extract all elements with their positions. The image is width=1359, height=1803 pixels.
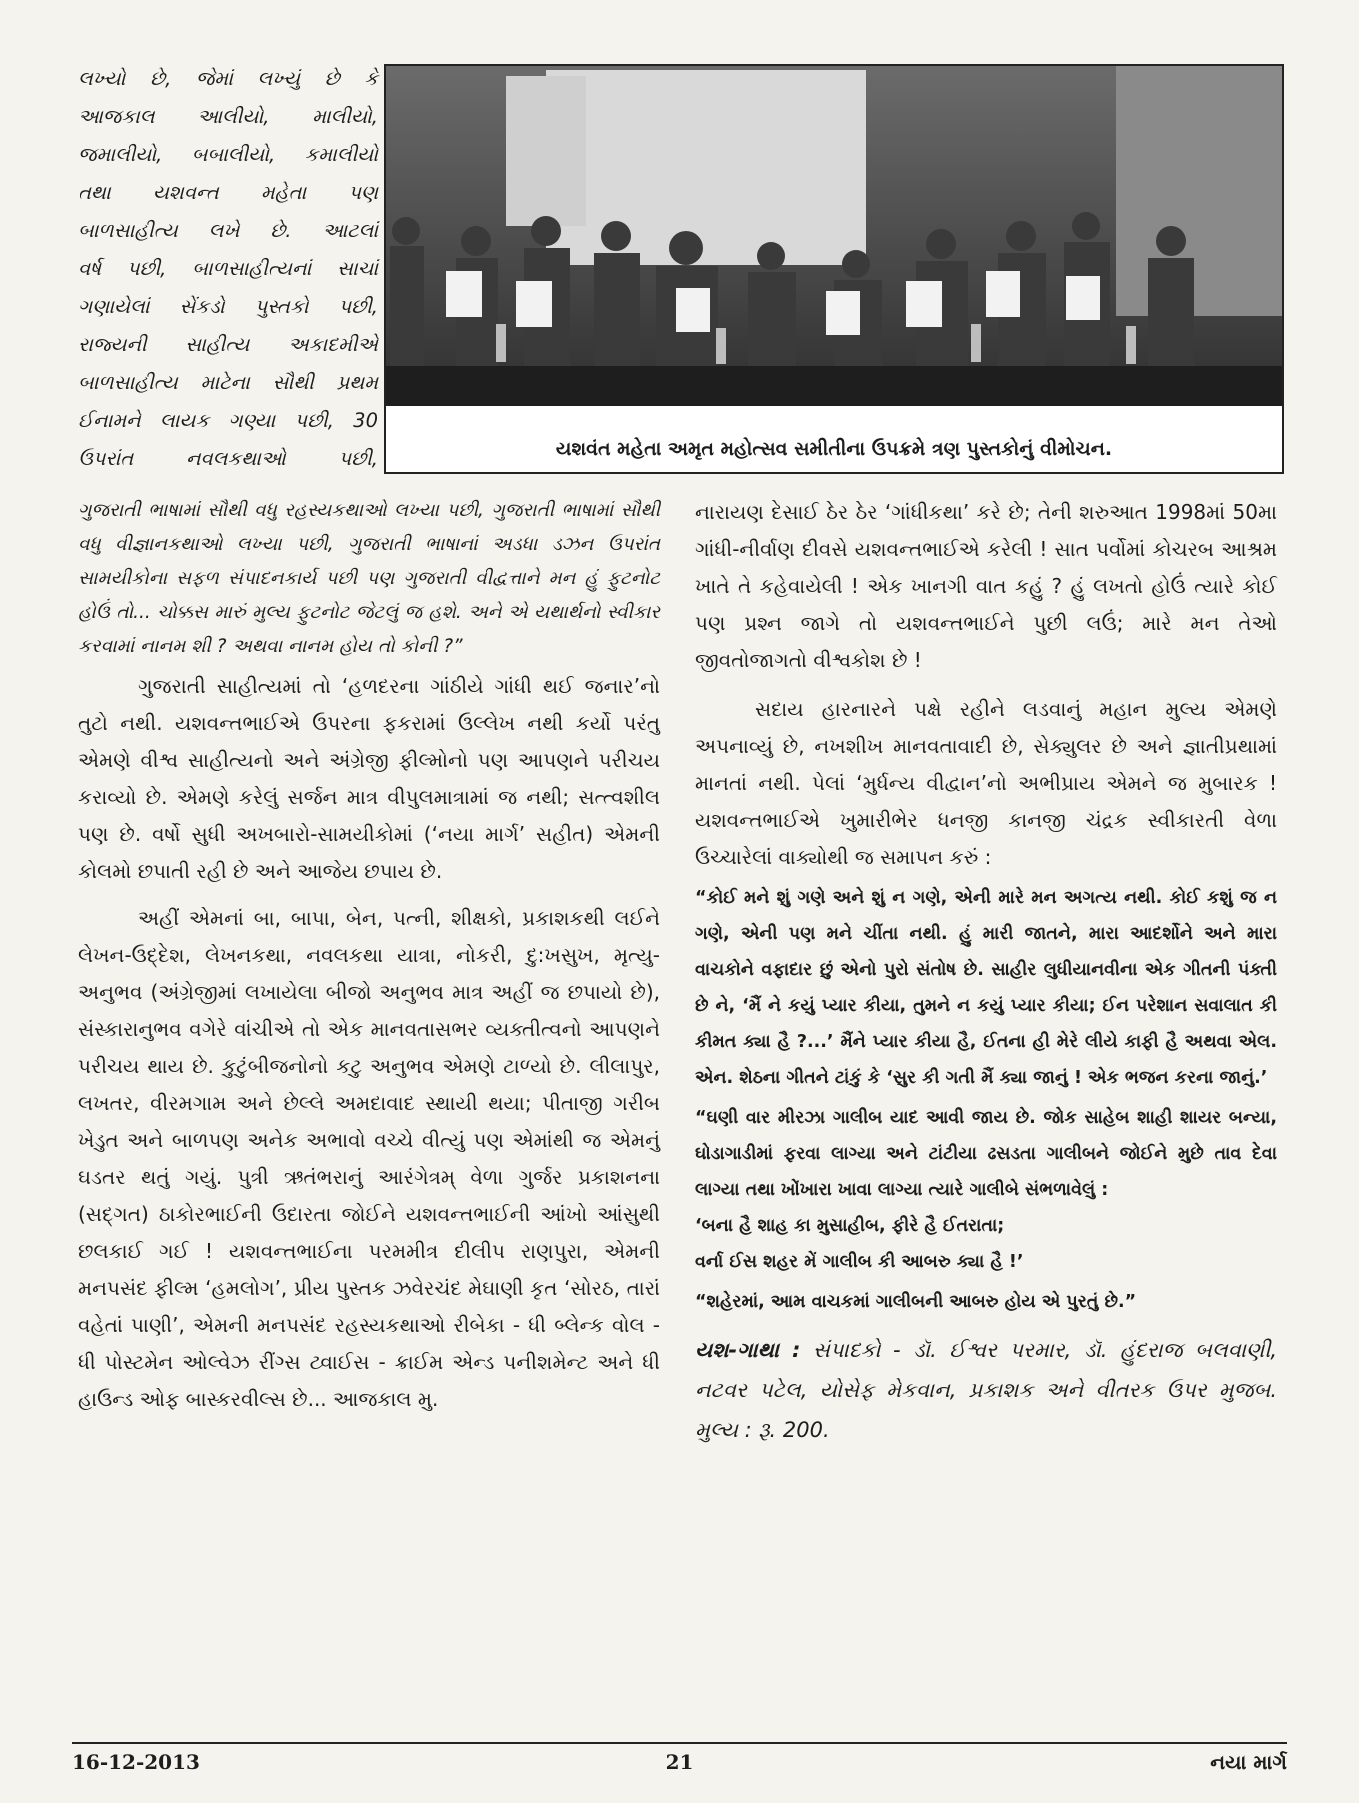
text-line: બાળસાહીત્ય માટેના સૌથી પ્રથમ	[78, 371, 378, 394]
right-column	[695, 494, 1277, 1450]
event-photo	[384, 64, 1284, 474]
text-line: વર્ષ પછી, બાળસાહીત્યનાં સાચાં	[78, 257, 378, 280]
page-footer	[72, 1750, 1287, 1780]
body-paragraph: અહીં એમનાં બા, બાપા, બેન, પત્ની, શીક્ષકો, પ્રકાશકથી લઈને લેખન-ઉદ્દેશ, લેખનકથા, નવલકથા યાત્રા, નોકરી, દુ:ખસુખ, મૃત્યુ-અનુભવ (અંગ્રેજીમાં લખાયેલા બીજો અનુભવ માત્ર અહીં જ છપાયો છે), સંસ્કારાનુભવ વગેરે વાંચીએ તો એક માનવતાસભર વ્યક્તીત્વનો આપણને પરીચય થાય છે. કુટુંબીજનોનો કટુ અનુભવ એમણે ટાળ્યો છે. લીલાપુર, લખતર, વીરમગામ અને છેલ્લે અમદાવાદ સ્થાયી થયા; પીતાજી ગરીબ ખેડુત અને બાળપણ અનેક અભાવો વચ્ચે વીત્યું પણ એમાંથી જ એમનું ઘડતર થતું ગયું. પુત્રી ઋતંભરાનું આરંગેત્રમ્ વેળા ગુર્જર પ્રકાશનના (સદ્ગત) ઠાકોરભાઈની ઉદારતા જોઈને યશવન્તભાઈની આંખો આંસુથી છલકાઈ ગઈ ! યશવન્તભાઈના પરમમીત્ર દીલીપ રાણપુરા, એમની મનપસંદ ફીલ્મ ‘હમલોગ’, પ્રીય પુસ્તક ઝવેરચંદ મેઘાણી કૃત ‘સોરઠ, તારાં વહેતાં પાણી’, એમની મનપસંદ રહસ્યકથાઓ રીબેકા - ધી બ્લેન્ક વોલ - ધી પોસ્ટમેન ઓલ્વેઝ રીંગ્સ ટ્વાઈસ - ક્રાઈમ એન્ડ પનીશમેન્ટ અને ધી હાઉન્ડ ઓફ બાસ્કરવીલ્સ છે... આજકાલ મુ.	[78, 906, 660, 1411]
text-line: ગણાયેલાં સેંકડો પુસ્તકો પછી,	[78, 295, 378, 318]
credit-text: સંપાદકો - ડૉ. ઈશ્વર પરમાર, ડૉ. હુંદરાજ બલવાણી, નટવર પટેલ, યોસેફ મેકવાન, પ્રકાશક અને વીતરક ઉપર મુજબ. મુલ્ય : રૂ. 200.	[695, 1338, 1277, 1442]
credit-label: યશ-ગાથા :	[695, 1338, 801, 1362]
book-credit	[695, 1330, 1277, 1450]
verse-line: વર્ના ઈસ શહર મેં ગાલીબ કી આબરુ ક્યા હૈ !’	[695, 1252, 1024, 1272]
verse-line: ‘બના હૈ શાહ કા મુસાહીબ, ફીરે હૈ ઈતરાતા;	[695, 1216, 1005, 1236]
left-column	[78, 494, 660, 1418]
body-paragraph: સદાય હારનારને પક્ષે રહીને લડવાનું મહાન મુલ્ય એમણે અપનાવ્યું છે, નખશીખ માનવતાવાદી છે, સેક્યુલર છે અને જ્ઞાતીપ્રથામાં માનતાં નથી. પેલાં ‘મુર્ધન્ય વીદ્વાન’નો અભીપ્રાય એમને જ મુબારક ! યશવન્તભાઈએ ખુમારીભેર ધનજી કાનજી ચંદ્રક સ્વીકારતી વેળા ઉચ્ચારેલાં વાક્યોથી જ સમાપન કરું :	[695, 697, 1277, 869]
quote-paragraph: “ઘણી વાર મીરઝા ગાલીબ યાદ આવી જાય છે. જોક સાહેબ શાહી શાયર બન્યા, ઘોડાગાડીમાં ફરવા લાગ્યા અને ટાંટીયા ઢસડતા ગાલીબને જોઈને મુછે તાવ દેવા લાગ્યા તથા ખોંખારા ખાવા લાગ્યા ત્યારે ગાલીબે સંભળાવેલું :	[695, 1108, 1277, 1200]
text-line: રાજ્યની સાહીત્ય અકાદમીએ	[78, 333, 378, 356]
photo-caption: યશવંત મહેતા અમૃત મહોત્સવ સમીતીના ઉપક્રમે ત્રણ પુસ્તકોનું વીમોચન.	[555, 438, 1113, 460]
issue-date: 16-12-2013	[72, 1750, 200, 1774]
quote-paragraph: “શહેરમાં, આમ વાચકમાં ગાલીબની આબરુ હોય એ પુરતું છે.”	[695, 1292, 1137, 1312]
quote-paragraph: “કોઈ મને શું ગણે અને શું ન ગણે, એની મારે મન અગત્ય નથી. કોઈ કશું જ ન ગણે, એની પણ મને ચીંતા નથી. હું મારી જાતને, મારા આદર્શોને અને મારા વાચકોને વફાદાર છું એનો પુરો સંતોષ છે. સાહીર લુધીયાનવીના એક ગીતની પંક્તી છે ને, ‘મૈં ને કયું પ્યાર કીયા, તુમને ન કયું પ્યાર કીયા; ઈન પરેશાન સવાલાત કી કીમત ક્યા હૈ ?...’ મૈંને પ્યાર કીયા હૈ, ઈતના હી મેરે લીયે કાફી હૈ અથવા એલ. એન. શેઠના ગીતને ટાંકું કે ‘સુર કી ગતી મૈં ક્યા જાનું ! એક ભજન કરના જાનું.’	[695, 888, 1277, 1088]
text-line: ઈનામને લાયક ગણ્યા પછી, 30	[78, 409, 378, 432]
text-line: લખ્યો છે, જેમાં લખ્યું છે કે	[78, 67, 378, 90]
top-left-text	[78, 60, 378, 478]
body-paragraph: નારાયણ દેસાઈ ઠેર ઠેર ‘ગાંધીકથા’ કરે છે; તેની શરુઆત 1998માં 50મા ગાંધી-નીર્વાણ દીવસે યશવન્તભાઈએ કરેલી ! સાત પર્વોમાં કોચરબ આશ્રમ ખાતે તે કહેવાયેલી ! એક ખાનગી વાત કહું ? હું લખતો હોઉં ત્યારે કોઈ પણ પ્રશ્ન જાગે તો યશવન્તભાઈને પુછી લઉં; મારે મન તેઓ જીવતોજાગતો વીશ્વકોશ છે !	[695, 500, 1277, 672]
text-line: બાળસાહીત્ય લખે છે. આટલાં	[78, 219, 378, 242]
text-line: ઉપરાંત નવલકથાઓ પછી,	[78, 447, 378, 470]
quote-paragraph: ગુજરાતી ભાષામાં સૌથી વધુ રહસ્યકથાઓ લખ્યા પછી, ગુજરાતી ભાષામાં સૌથી વધુ વીજ્ઞાનકથાઓ લખ્યા પછી, ગુજરાતી ભાષાનાં અડધા ડઝન ઉપરાંત સામયીકોના સફળ સંપાદનકાર્ય પછી પણ ગુજરાતી વીદ્વત્તાને મન હું ફુટનોટ હોઉં તો... ચોક્કસ મારું મુલ્ય ફુટનોટ જેટલું જ હશે. અને એ યથાર્થનો સ્વીકાર કરવામાં નાનમ શી ? અથવા નાનમ હોય તો કોની ?”	[78, 500, 660, 657]
magazine-name: નયા માર્ગ	[1210, 1750, 1287, 1774]
page-number: 21	[665, 1750, 694, 1774]
footer-rule	[72, 1742, 1287, 1744]
text-line: આજકાલ આલીયો, માલીયો,	[78, 105, 378, 128]
text-line: જમાલીયો, બબાલીયો, કમાલીયો	[78, 143, 378, 166]
photo-illustration	[386, 66, 1282, 472]
body-paragraph: ગુજરાતી સાહીત્યમાં તો ‘હળદરના ગાંઠીયે ગાંધી થઈ જનાર’નો તુટો નથી. યશવન્તભાઈએ ઉપરના ફકરામાં ઉલ્લેખ નથી કર્યો પરંતુ એમણે વીશ્વ સાહીત્યનો અને અંગ્રેજી ફીલ્મોનો પણ આપણને પરીચય કરાવ્યો છે. એમણે કરેલું સર્જન માત્ર વીપુલમાત્રામાં જ નથી; સત્ત્વશીલ પણ છે. વર્ષો સુધી અખબારો-સામયીકોમાં (‘નયા માર્ગ’ સહીત) એમની કોલમો છપાતી રહી છે અને આજેય છપાય છે.	[78, 674, 660, 883]
text-line: તથા યશવન્ત મહેતા પણ	[78, 181, 378, 204]
